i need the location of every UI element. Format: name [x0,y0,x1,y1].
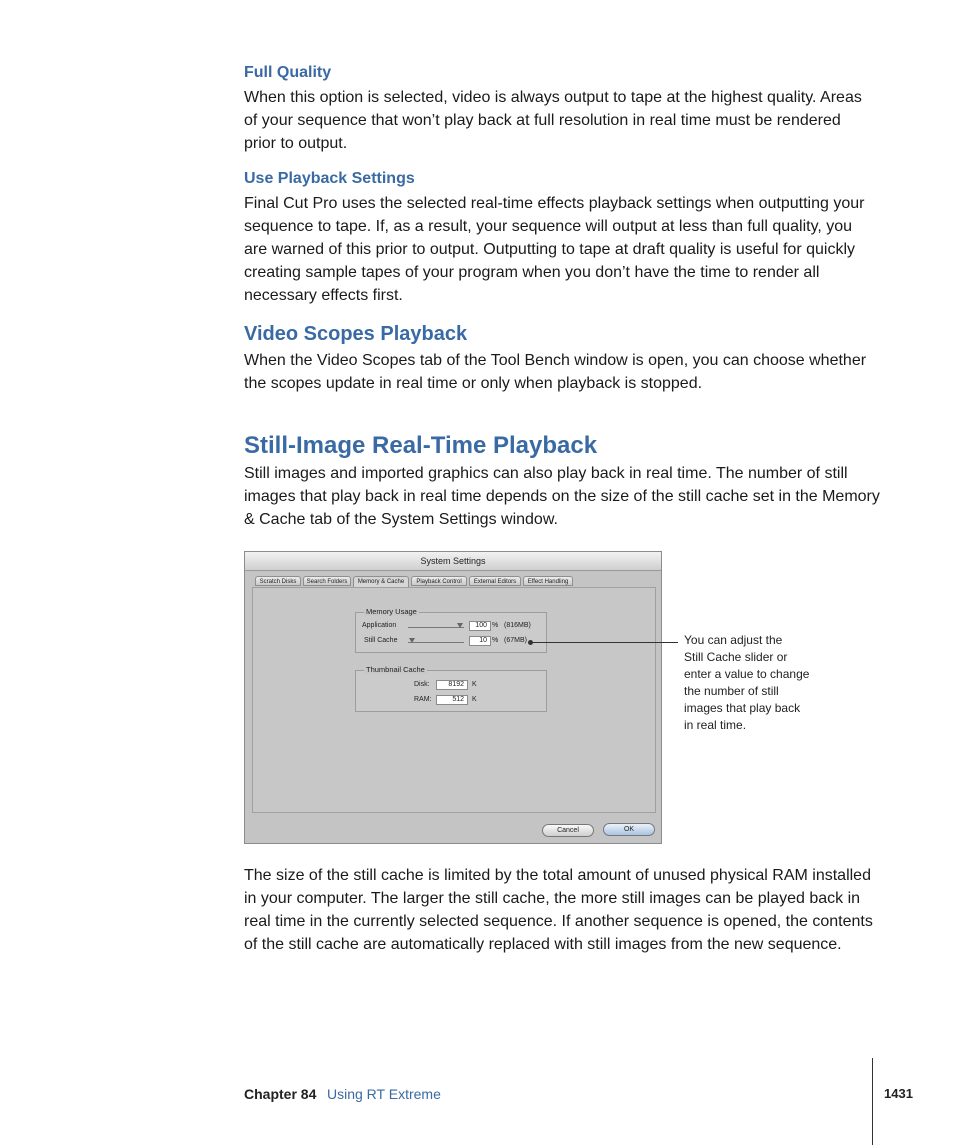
application-slider[interactable] [408,627,464,628]
still-cache-slider[interactable] [408,642,464,643]
footer-divider [872,1058,873,1145]
still-image-heading: Still-Image Real-Time Playback [244,432,598,459]
cancel-button[interactable]: Cancel [542,824,594,837]
full-quality-heading: Full Quality [244,64,332,81]
memory-usage-group [355,607,547,653]
still-cache-field[interactable]: 10 [469,636,491,646]
window-title: System Settings [245,552,661,571]
footer-chapter-title: Using RT Extreme [327,1086,441,1102]
ram-unit: K [472,696,477,703]
memory-usage-label: Memory Usage [366,607,417,616]
ram-label: RAM: [414,696,432,703]
disk-label: Disk: [414,681,430,688]
callout-text: You can adjust the Still Cache slider or enter a value to change the number of still images that play back in real time. [684,633,810,732]
use-playback-settings-heading: Use Playback Settings [244,170,415,187]
tab-effect-handling[interactable]: Effect Handling [523,576,573,586]
ok-button[interactable]: OK [603,823,655,836]
application-mb: (816MB) [504,622,531,629]
application-field[interactable]: 100 [469,621,491,631]
use-playback-settings-paragraph: Final Cut Pro uses the selected real-time effects playback settings when outputting your sequence to tape. If, as a result, your sequence will output at less than full quality, you are warned of this prior to output. Outputting to tape at draft quality is useful for quickly creating sample tapes of your program when you don’t have the time to render all necessary effects first. [244,195,865,304]
application-unit: % [492,622,499,629]
video-scopes-playback-heading: Video Scopes Playback [244,323,468,345]
tab-search-folders[interactable]: Search Folders [303,576,351,586]
still-cache-label: Still Cache [364,637,398,644]
still-cache-slider-knob[interactable] [409,638,415,643]
still-cache-mb: (67MB) [504,637,527,644]
footer-chapter: Chapter 84 [244,1086,317,1102]
still-cache-paragraph: The size of the still cache is limited by the total amount of unused physical RAM installed in your computer. The larger the still cache, the more still images can be played back in real time in the currently selected sequence. If another sequence is opened, the contents of the still cache are automatically replaced with still images from the new sequence. [244,867,873,953]
callout-line [530,642,678,643]
application-slider-knob[interactable] [457,623,463,628]
tab-scratch-disks[interactable]: Scratch Disks [255,576,301,586]
still-image-paragraph: Still images and imported graphics can also play back in real time. The number of still images that play back in real time depends on the size of the still cache set in the Memory & Cache tab of the System Settings window. [244,465,880,528]
tab-playback-control[interactable]: Playback Control [411,576,467,586]
thumbnail-cache-label: Thumbnail Cache [366,665,425,674]
tab-external-editors[interactable]: External Editors [469,576,521,586]
video-scopes-playback-paragraph: When the Video Scopes tab of the Tool Bench window is open, you can choose whether the scopes update in real time or only when playback is stopped. [244,352,867,392]
system-settings-window [244,551,662,844]
full-quality-paragraph: When this option is selected, video is always output to tape at the highest quality. Areas of your sequence that won’t play back at full resolution in real time must be rendered prior to output. [244,89,862,152]
still-cache-unit: % [492,637,499,644]
thumbnail-cache-group [355,665,547,712]
ram-field[interactable]: 512 [436,695,468,705]
page-number: 1431 [884,1086,913,1101]
application-label: Application [362,622,397,629]
disk-unit: K [472,681,477,688]
tab-memory-cache[interactable]: Memory & Cache [353,576,409,587]
memory-cache-panel [252,587,656,813]
disk-field[interactable]: 8192 [436,680,468,690]
